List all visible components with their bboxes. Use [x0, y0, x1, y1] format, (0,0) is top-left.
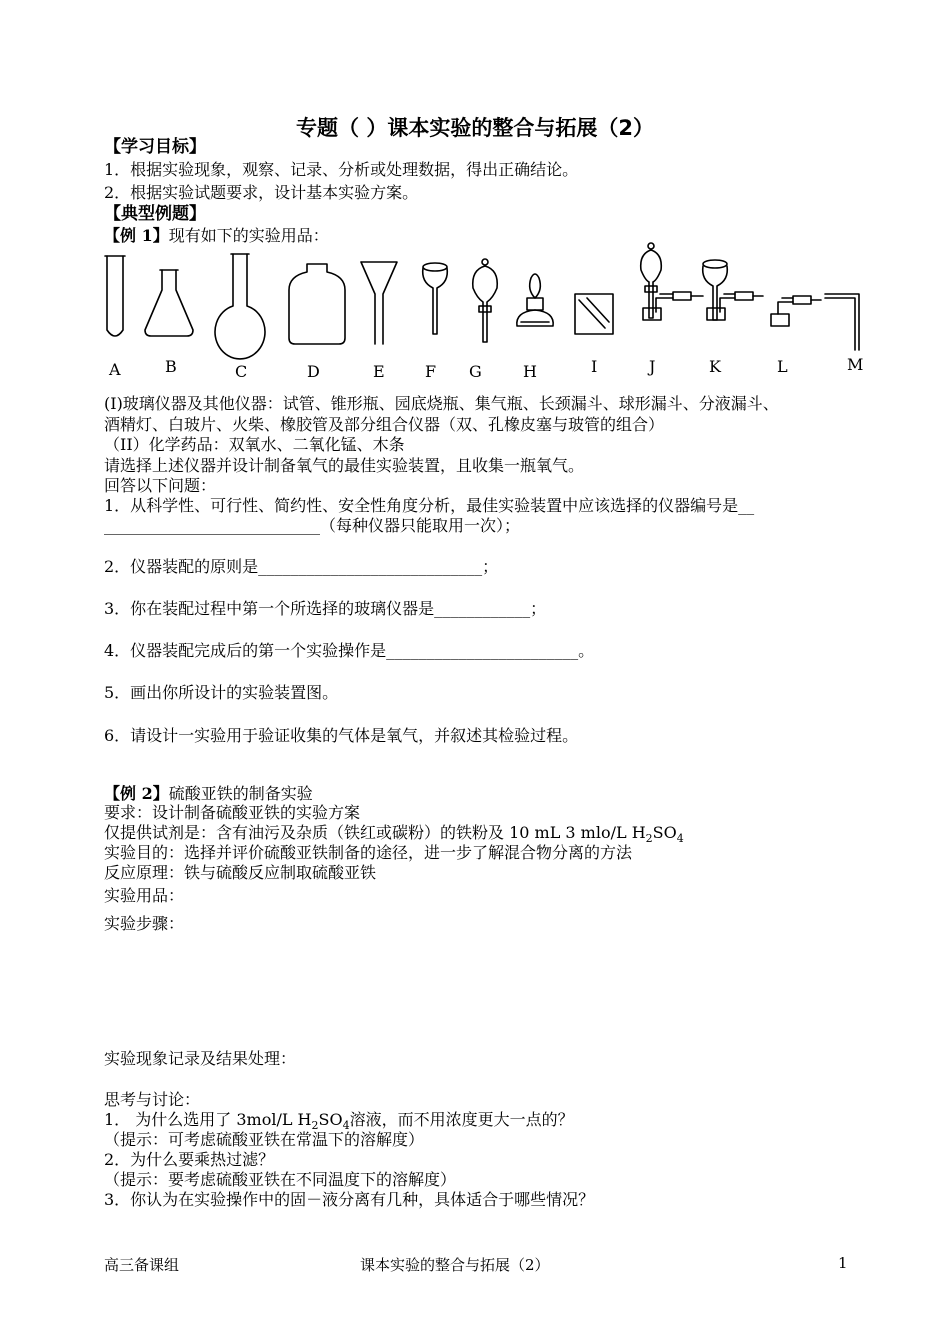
apparatus-c-round-flask — [215, 254, 265, 359]
example-1-label: 【例 1】 — [104, 226, 169, 245]
ex2-purpose: 实验目的：选择并评价硫酸亚铁制备的途径，进一步了解混合物分离的方法 — [104, 843, 633, 862]
apparatus-label-l: L — [777, 357, 788, 376]
ex1-question-3: 3．你在装配过程中第一个所选择的玻璃仪器是____________； — [104, 599, 547, 618]
ex2-discussion-2: 2．为什么要乘热过滤？ — [104, 1150, 275, 1169]
ex1-question-1a: 1．从科学性、可行性、简约性、安全性角度分析，最佳实验装置中应该选择的仪器编号是__ — [104, 496, 755, 515]
ex1-task: 请选择上述仪器并设计制备氧气的最佳实验装置，且收集一瓶氧气。 — [104, 456, 585, 475]
example-2-label: 【例 2】 — [104, 784, 169, 803]
ex2-discussion-3: 3．你认为在实验操作中的固－液分离有几种，具体适合于哪些情况？ — [104, 1190, 595, 1209]
page-number: 1 — [838, 1254, 848, 1272]
apparatus-d-gas-jar — [289, 264, 345, 344]
ex2-supplies: 实验用品： — [104, 886, 185, 905]
ex2-discussion-1: 1． 为什么选用了 3mol/L $H_2SO_4$溶液，而不用浓度更大一点的？ — [104, 1110, 574, 1133]
ex1-question-6: 6．请设计一实验用于验证收集的气体是氧气，并叙述其检验过程。 — [104, 726, 579, 745]
page-title: 专题（ ）课本实验的整合与拓展（2） — [296, 116, 654, 140]
goal-2: 2．根据实验试题要求，设计基本实验方案。 — [104, 183, 419, 202]
apparatus-i-glass-plate — [575, 294, 613, 334]
apparatus-label-i: I — [591, 357, 598, 376]
apparatus-label-c: C — [235, 362, 248, 381]
ex2-requirement: 要求：设计制备硫酸亚铁的实验方案 — [104, 803, 361, 822]
apparatus-f-bulb-funnel — [423, 263, 448, 334]
ex1-list-2: （II）化学药品：双氧水、二氧化锰、木条 — [104, 435, 405, 454]
ex1-question-4: 4．仪器装配完成后的第一个实验操作是________________________。 — [104, 641, 595, 660]
apparatus-l-bent-tube — [771, 296, 821, 326]
apparatus-e-funnel — [361, 262, 397, 344]
goal-1: 1．根据实验现象，观察、记录、分析或处理数据，得出正确结论。 — [104, 160, 579, 179]
ex2-discussion-1-hint: （提示：可考虑硫酸亚铁在常温下的溶解度） — [104, 1130, 425, 1149]
apparatus-label-f: F — [425, 362, 437, 381]
ex1-list-1b: 酒精灯、白玻片、火柴、橡胶管及部分组合仪器（双、孔橡皮塞与玻管的组合） — [104, 415, 665, 434]
apparatus-m-delivery-tube — [825, 294, 859, 350]
apparatus-label-k: K — [709, 357, 721, 376]
apparatus-j-stopper-assembly — [641, 243, 703, 320]
example-2-title: 硫酸亚铁的制备实验 — [168, 784, 313, 803]
ex2-principle: 反应原理：铁与硫酸反应制取硫酸亚铁 — [104, 863, 377, 882]
ex2-steps: 实验步骤： — [104, 914, 185, 933]
ex1-question-5: 5．画出你所设计的实验装置图。 — [104, 683, 339, 702]
apparatus-b-conical-flask — [145, 270, 193, 336]
apparatus-label-e: E — [373, 362, 385, 381]
ex2-reagents: 仅提供试剂是：含有油污及杂质（铁红或碳粉）的铁粉及 10 mL 3 mlo/L $H_2SO_4$ — [104, 823, 684, 846]
apparatus-label-m: M — [847, 355, 864, 374]
ex2-record: 实验现象记录及结果处理： — [104, 1049, 297, 1068]
example-2-heading — [104, 784, 313, 803]
ex1-answer-prompt: 回答以下问题： — [104, 476, 217, 495]
apparatus-figure — [95, 238, 875, 383]
apparatus-k-stopper-assembly — [703, 260, 763, 320]
footer-center: 课本实验的整合与拓展（2） — [360, 1256, 550, 1274]
apparatus-h-alcohol-lamp — [517, 274, 553, 326]
section-heading-examples: 【典型例题】 — [104, 204, 206, 224]
apparatus-label-b: B — [165, 357, 177, 376]
apparatus-label-d: D — [307, 362, 320, 381]
ex1-question-2: 2．仪器装配的原则是____________________________； — [104, 557, 499, 576]
ex2-discussion-2-hint: （提示：要考虑硫酸亚铁在不同温度下的溶解度） — [104, 1170, 457, 1189]
apparatus-label-a: A — [109, 360, 121, 379]
apparatus-a-test-tube — [105, 256, 125, 336]
apparatus-label-j: J — [649, 357, 656, 376]
example-1-intro-text: 现有如下的实验用品： — [168, 226, 329, 245]
ex2-discussion-heading: 思考与讨论： — [104, 1090, 201, 1109]
apparatus-label-g: G — [469, 362, 482, 381]
ex1-question-1b: ___________________________（每种仪器只能取用一次）； — [104, 516, 521, 535]
apparatus-label-h: H — [523, 362, 537, 381]
ex1-list-1a: (I)玻璃仪器及其他仪器：试管、锥形瓶、园底烧瓶、集气瓶、长颈漏斗、球形漏斗、分液漏斗、 — [104, 394, 779, 413]
section-heading-goals: 【学习目标】 — [104, 137, 206, 157]
footer-left: 高三备课组 — [104, 1256, 180, 1274]
apparatus-g-separatory-funnel — [473, 259, 498, 342]
